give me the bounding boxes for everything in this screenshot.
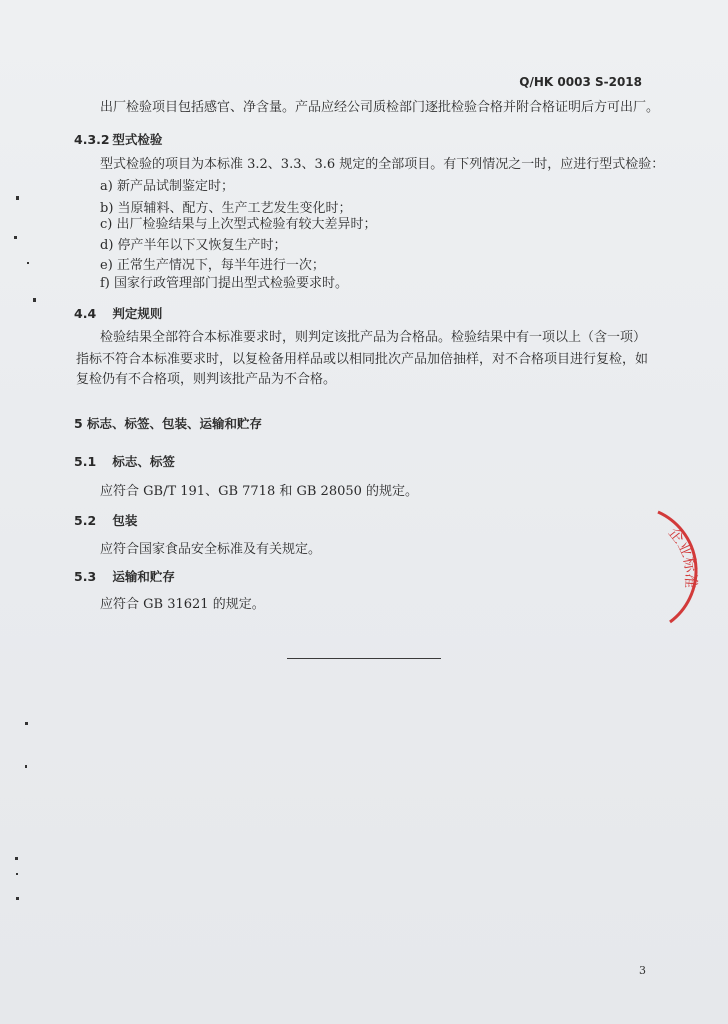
paragraph-line: 复检仍有不合格项，则判该批产品为不合格。 xyxy=(76,372,337,387)
section-heading-5-1 xyxy=(74,452,175,470)
section-heading-4-4 xyxy=(74,304,162,322)
paragraph-line: 应符合 GB/T 191、GB 7718 和 GB 28050 的规定。 xyxy=(100,484,419,499)
section-title: 标志、标签 xyxy=(112,454,175,469)
list-item: c) 出厂检验结果与上次型式检验有较大差异时； xyxy=(100,217,377,232)
scan-speck xyxy=(16,873,18,875)
paragraph-line: 型式检验的项目为本标准 3.2、3.3、3.6 规定的全部项目。有下列情况之一时，应进行型式检验： xyxy=(100,157,665,172)
section-number: 5.3 xyxy=(74,569,97,584)
scan-speck xyxy=(25,765,27,768)
standard-code: Q/HK 0003 S-2018 xyxy=(519,75,642,89)
end-divider xyxy=(287,658,441,659)
section-title: 型式检验 xyxy=(112,132,163,147)
section-number: 4.3.2 xyxy=(74,132,110,147)
list-item: a) 新产品试制鉴定时； xyxy=(100,179,234,194)
paragraph-line: 检验结果全部符合本标准要求时，则判定该批产品为合格品。检验结果中有一项以上（含一项） xyxy=(100,330,647,345)
paragraph-line: 指标不符合本标准要求时，以复检备用样品或以相同批次产品加倍抽样，对不合格项目进行复检，如 xyxy=(76,352,649,367)
section-heading-4-3-2 xyxy=(74,130,162,148)
section-heading-5-2 xyxy=(74,511,137,529)
section-number: 5.1 xyxy=(74,454,97,469)
list-item: f) 国家行政管理部门提出型式检验要求时。 xyxy=(100,276,349,291)
section-title: 包装 xyxy=(112,513,138,528)
page-number: 3 xyxy=(639,964,646,977)
section-number: 5.2 xyxy=(74,513,97,528)
scan-speck xyxy=(33,298,36,302)
scan-speck xyxy=(15,857,18,860)
section-heading-5-3 xyxy=(74,567,175,585)
paragraph-line: 应符合国家食品安全标准及有关规定。 xyxy=(100,542,322,557)
section-title: 运输和贮存 xyxy=(112,569,175,584)
svg-text:企业标准 xyxy=(665,524,700,589)
section-heading-5: 5 标志、标签、包装、运输和贮存 xyxy=(74,416,263,431)
list-item: b) 当原辅料、配方、生产工艺发生变化时； xyxy=(100,201,352,216)
company-seal xyxy=(642,500,728,630)
paragraph-line: 应符合 GB 31621 的规定。 xyxy=(100,597,265,612)
list-item: e) 正常生产情况下，每半年进行一次； xyxy=(100,258,325,273)
section-number: 4.4 xyxy=(74,306,97,321)
scan-speck xyxy=(16,196,19,200)
scan-speck xyxy=(25,722,28,725)
section-title: 判定规则 xyxy=(112,306,163,321)
paragraph-line: 出厂检验项目包括感官、净含量。产品应经公司质检部门逐批检验合格并附合格证明后方可出厂。 xyxy=(100,100,660,115)
list-item: d) 停产半年以下又恢复生产时； xyxy=(100,238,287,253)
seal-text: 企业标准 xyxy=(664,523,701,590)
scan-speck xyxy=(27,262,29,264)
scan-speck xyxy=(14,236,17,239)
scan-speck xyxy=(16,897,19,900)
